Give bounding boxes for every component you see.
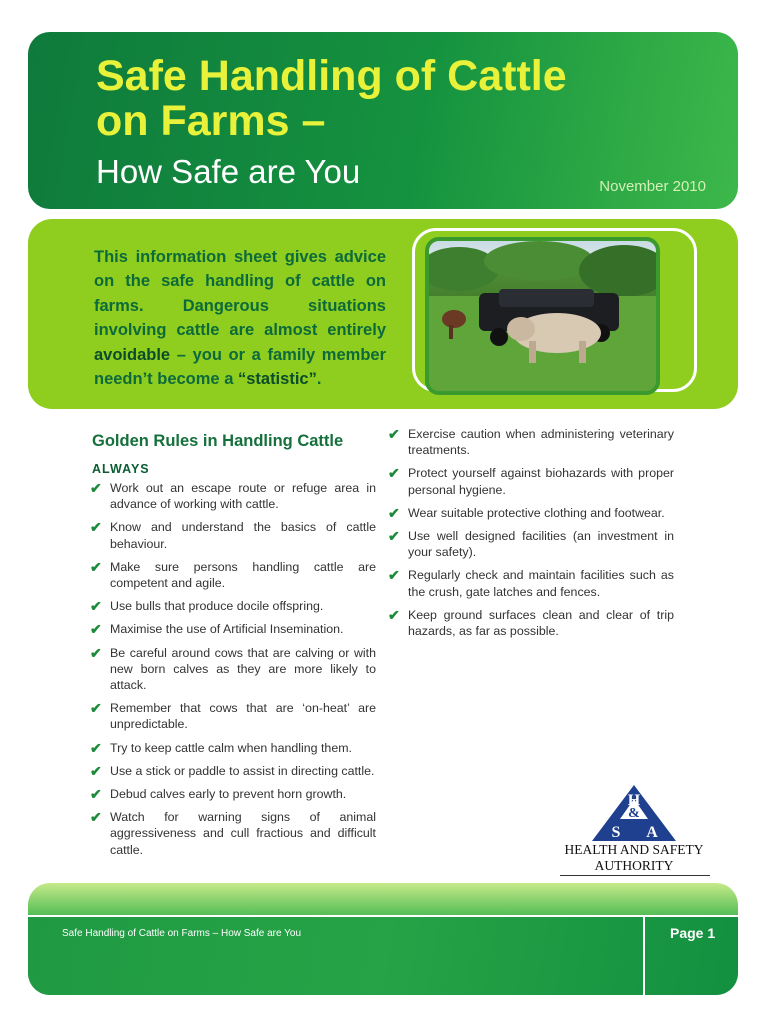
checkmark-icon: ✔: [90, 519, 102, 536]
rule-item: [92, 700, 376, 732]
rule-item: [390, 567, 674, 599]
footer-title: Safe Handling of Cattle on Farms – How Safe are You: [62, 928, 302, 939]
intro-text: [94, 245, 386, 391]
page-subtitle: How Safe are You: [96, 153, 361, 190]
logo-text: [556, 842, 712, 874]
logo-letter-amp: &: [628, 806, 640, 821]
title-line-1: Safe Handling of Cattle: [96, 52, 567, 100]
checkmark-icon: ✔: [90, 621, 102, 638]
intro-text-avoidable: avoidable: [94, 345, 171, 364]
rule-item: [390, 426, 674, 458]
checkmark-icon: ✔: [388, 606, 400, 623]
rule-text: Use a stick or paddle to assist in directing cattle.: [110, 763, 375, 778]
always-subheading: ALWAYS: [92, 462, 150, 476]
footer-band: [28, 915, 738, 995]
footer-rule: [28, 915, 738, 917]
checkmark-icon: ✔: [90, 786, 102, 803]
logo-letter-s: S: [611, 824, 621, 841]
rule-text: Be careful around cows that are calving or with new born calves as they are more likely to attack.: [110, 645, 376, 693]
rule-item: [92, 519, 376, 551]
rule-item: [390, 465, 674, 497]
rules-list-left: [92, 480, 376, 858]
checkmark-icon: ✔: [388, 504, 400, 521]
hsa-logo: [556, 783, 712, 879]
title-line-2: on Farms –: [96, 97, 326, 145]
hsa-triangle-icon: [556, 783, 712, 843]
logo-underline: [560, 875, 710, 876]
checkmark-icon: ✔: [90, 598, 102, 615]
checkmark-icon: ✔: [90, 700, 102, 717]
rule-text: Know and understand the basics of cattle behaviour.: [110, 520, 376, 551]
rule-text: Use bulls that produce docile offspring.: [110, 599, 324, 614]
rule-item: [92, 598, 376, 614]
cattle-photo: [425, 237, 660, 395]
header-banner: [28, 32, 738, 209]
rule-text: Keep ground surfaces clean and clear of trip hazards, as far as possible.: [408, 607, 674, 639]
rules-heading: Golden Rules in Handling Cattle: [92, 432, 344, 450]
rule-item: [390, 505, 674, 521]
rule-item: [92, 809, 376, 858]
rule-item: [92, 763, 376, 779]
rule-item: [92, 480, 376, 512]
intro-panel: [28, 219, 738, 409]
checkmark-icon: ✔: [388, 426, 400, 442]
checkmark-icon: ✔: [388, 528, 400, 545]
rule-text: Use well designed facilities (an investment in your safety).: [408, 529, 674, 560]
rule-text: Remember that cows that are ‘on-heat’ are unpredictable.: [110, 701, 376, 732]
intro-text-a: This information sheet gives advice on the safe handling of cattle on farms. Dangerous situations involving cattle are almost entirely: [94, 248, 386, 340]
rule-text: Watch for warning signs of animal aggressiveness and cull fractious and difficult cattle.: [110, 810, 376, 857]
rule-text: Work out an escape route or refuge area in advance of working with cattle.: [110, 481, 376, 512]
intro-text-statistic: “statistic”: [237, 370, 317, 389]
rule-item: [390, 528, 674, 560]
rules-list-right: [390, 426, 674, 639]
footer-banner: [28, 883, 738, 995]
rule-text: Exercise caution when administering veterinary treatments.: [408, 427, 674, 458]
checkmark-icon: ✔: [90, 762, 102, 779]
checkmark-icon: ✔: [90, 644, 102, 661]
rules-right-column: [390, 426, 674, 646]
rule-text: Try to keep cattle calm when handling them.: [110, 740, 352, 755]
logo-line-1: HEALTH AND SAFETY: [564, 842, 704, 857]
checkmark-icon: ✔: [90, 480, 102, 496]
intro-text-e: .: [316, 370, 322, 389]
page-title: [96, 54, 567, 144]
rule-text: Make sure persons handling cattle are competent and agile.: [110, 559, 376, 591]
rule-text: Maximise the use of Artificial Insemination.: [110, 622, 344, 637]
publication-date: November 2010: [599, 178, 706, 195]
checkmark-icon: ✔: [90, 558, 102, 575]
rule-item: [92, 786, 376, 802]
rule-text: Regularly check and maintain facilities such as the crush, gate latches and fences.: [408, 568, 674, 599]
checkmark-icon: ✔: [90, 739, 102, 756]
logo-letter-a: A: [646, 824, 658, 841]
checkmark-icon: ✔: [90, 809, 102, 826]
checkmark-icon: ✔: [388, 567, 400, 584]
cattle-photo-illustration: [429, 241, 656, 391]
logo-line-2: AUTHORITY: [594, 858, 674, 873]
rule-item: [390, 607, 674, 639]
checkmark-icon: ✔: [388, 465, 400, 482]
rule-text: Debud calves early to prevent horn growth.: [110, 787, 347, 802]
rule-item: [92, 559, 376, 591]
footer-divider: [643, 915, 645, 995]
rule-item: [92, 740, 376, 756]
logo-letter-h: H: [627, 792, 641, 809]
rules-left-column: [92, 430, 376, 865]
rule-item: [92, 645, 376, 694]
intro-text-c: – you or a family member needn’t become a: [94, 345, 386, 389]
page-number: Page 1: [670, 925, 716, 941]
rule-text: Wear suitable protective clothing and footwear.: [408, 505, 665, 520]
rule-item: [92, 621, 376, 637]
rule-text: Protect yourself against biohazards with proper personal hygiene.: [408, 466, 674, 497]
